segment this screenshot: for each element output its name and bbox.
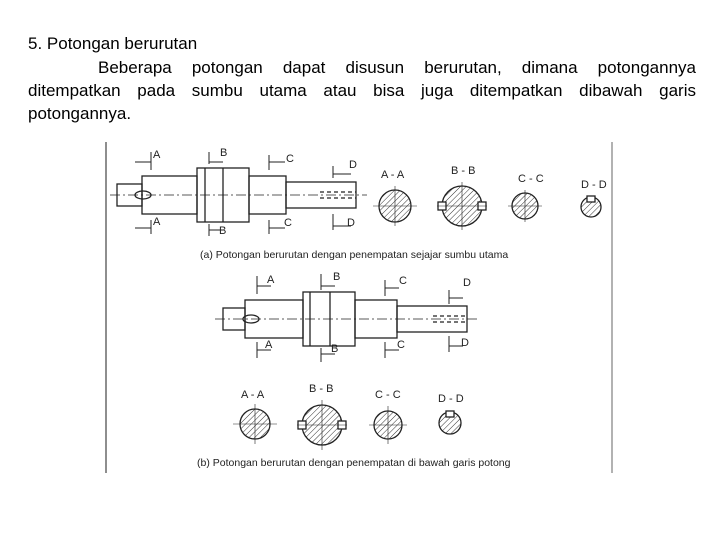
technical-drawing bbox=[105, 140, 615, 475]
section-heading: 5. Potongan berurutan bbox=[28, 34, 198, 53]
sections-a bbox=[373, 182, 601, 230]
cut-label-b-d-top: D bbox=[463, 277, 471, 289]
cut-label-d-top: D bbox=[349, 159, 357, 171]
cut-label-c-bottom: C bbox=[284, 217, 292, 229]
cut-label-c-top: C bbox=[286, 153, 294, 165]
cut-lines-b bbox=[257, 274, 463, 362]
section-title-a-a: A - A bbox=[381, 169, 405, 181]
section-title-c-c: C - C bbox=[518, 173, 544, 185]
cut-lines-a bbox=[135, 152, 351, 236]
cut-label-b-b-bottom: B bbox=[331, 343, 339, 355]
caption-a: (a) Potongan berurutan dengan penempatan sejajar sumbu utama bbox=[200, 249, 509, 261]
section-title-b-b-b: B - B bbox=[309, 383, 334, 395]
caption-b: (b) Potongan berurutan dengan penempatan di bawah garis potong bbox=[197, 457, 511, 469]
cut-label-b-a-top: A bbox=[267, 274, 275, 286]
cut-label-a-top: A bbox=[153, 149, 161, 161]
section-title-b-b: B - B bbox=[451, 165, 476, 177]
cut-label-b-bottom: B bbox=[219, 225, 227, 237]
cut-label-b-b-top: B bbox=[333, 271, 341, 283]
cut-label-b-d-bottom: D bbox=[461, 337, 469, 349]
cut-label-a-bottom: A bbox=[153, 216, 161, 228]
shaft-b bbox=[215, 292, 477, 346]
section-paragraph: Beberapa potongan dapat disusun berurutan, dimana potongannya ditempatkan pada sumbu utama atau bisa juga ditempatkan dibawah garis potongannya. bbox=[28, 58, 696, 123]
section-title-b-a-a: A - A bbox=[241, 389, 265, 401]
cut-label-d-bottom: D bbox=[347, 217, 355, 229]
cut-label-b-c-top: C bbox=[399, 275, 407, 287]
cut-label-b-top: B bbox=[220, 147, 228, 159]
technical-drawing-figure bbox=[105, 140, 615, 475]
cut-label-b-a-bottom: A bbox=[265, 339, 273, 351]
sections-b bbox=[233, 400, 461, 450]
section-title-d-d: D - D bbox=[581, 179, 607, 191]
section-title-b-d-d: D - D bbox=[438, 393, 464, 405]
section-title-b-c-c: C - C bbox=[375, 389, 401, 401]
shaft-a bbox=[110, 168, 367, 222]
cut-label-b-c-bottom: C bbox=[397, 339, 405, 351]
